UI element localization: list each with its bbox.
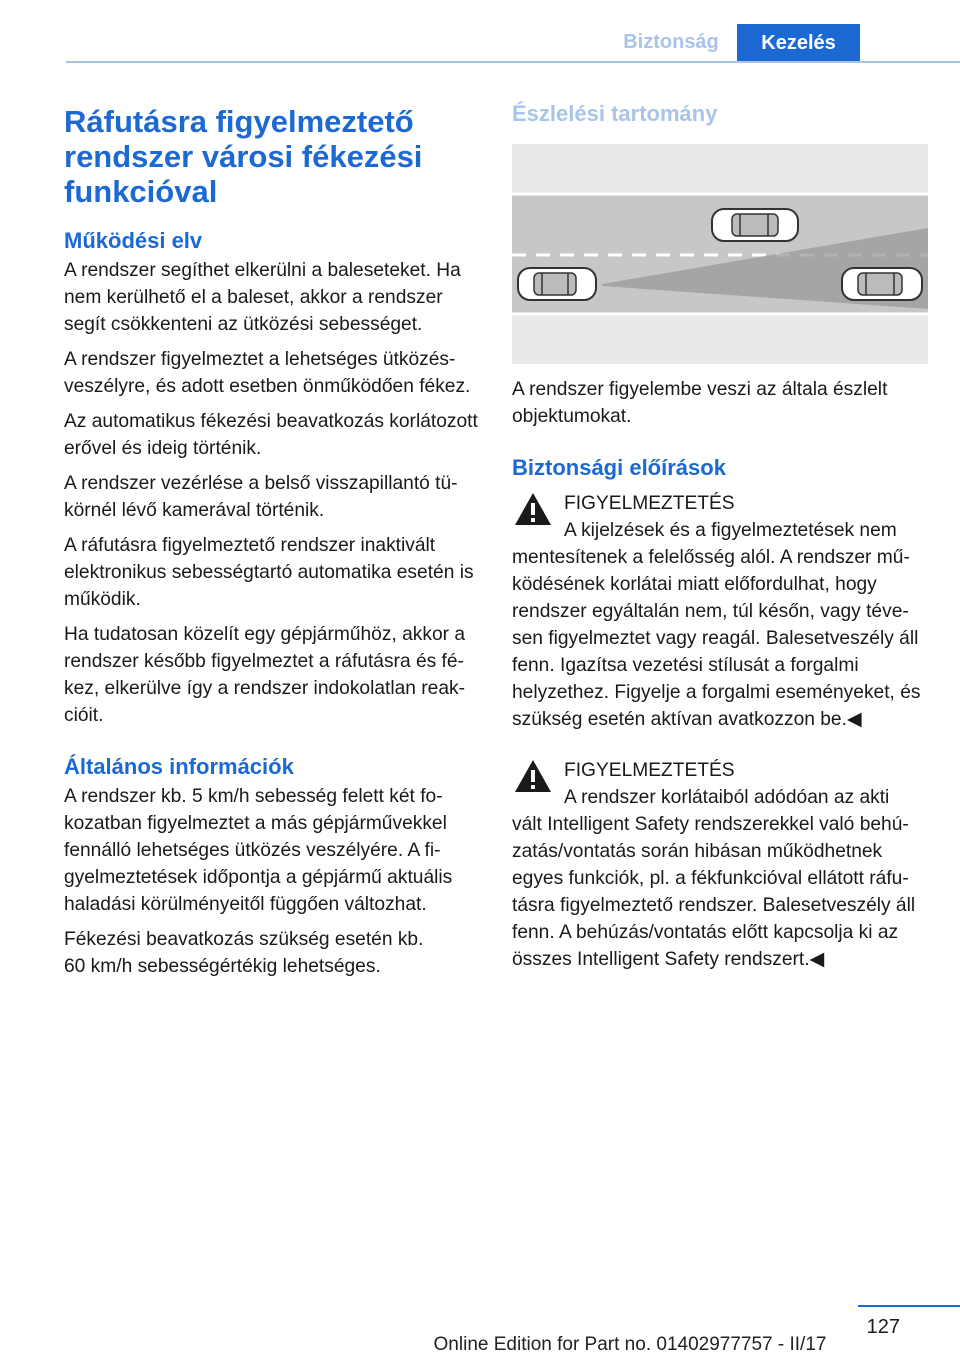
paragraph: Ha tudatosan közelít egy gépjárműhöz, akkor a rendszer később figyelmeztet a ráfutásra és fékez, elkerülve így a rendszer indokolatlan reakcióit. [64, 624, 466, 726]
image-caption: A rendszer figyelembe veszi az általa észlelt objektumokat. [512, 379, 888, 427]
warning-title: FIGYELMEZTETÉS [564, 760, 735, 781]
car-icon [712, 209, 798, 241]
car-icon [518, 268, 596, 300]
warning-block [512, 757, 928, 973]
warning-text-first-line: A rendszer korlátaiból adódóan az akti [564, 787, 890, 808]
paragraph-line: Fékezési beavatkozás szükség esetén kb. [64, 929, 424, 950]
warning-title: FIGYELMEZTETÉS [564, 493, 735, 514]
paragraph: A rendszer kb. 5 km/h sebesség felett két fokozatban figyelmeztet a más gépjárművekkel fennálló lehetséges ütközés veszélyére. A figyelmeztetések időpontja a gépjármű aktuális haladási körülményeitől függően változhat. [64, 786, 453, 915]
tab-kezeles[interactable]: Kezelés [737, 24, 860, 62]
footer-edition [0, 1334, 960, 1356]
heading-eszlelesi-tartomany: Észlelési tartomány [512, 101, 718, 126]
warning-text: mentesítenek a felelősség alól. A rendszer működésének korlátai miatt előfordulhat, hogy rendszer egyáltalán nem, túl későn, vagy tévesen figyelmeztet vagy reagál. Balesetveszély áll fenn. Igazítsa vezetési stílusát a forgalmi helyzethez. Figyelje a forgalmi eseményeket, és szükség esetén aktívan avatkozzon be.◀ [512, 547, 921, 730]
road-diagram [512, 144, 928, 364]
warning-block [512, 490, 928, 733]
paragraph: A rendszer vezérlése a belső visszapillantó tükörnél lévő kamerával történik. [64, 473, 458, 521]
page-title: Ráfutásra figyelmeztető rendszer városi fékezési funkcióval [64, 104, 423, 209]
page-number-rule [858, 1305, 960, 1307]
car-icon [842, 268, 922, 300]
paragraph: Az automatikus fékezési beavatkozás korlátozott erővel és ideig történik. [64, 411, 478, 459]
warning-text: vált Intelligent Safety rendszerekkel való behúzatás/vontatás során hibásan működhetnek egyes funkciók, pl. a fékfunkcióval ellátott ráfutásra figyelmeztető rendszer. Balesetveszély áll fenn. A behúzás/vontatás előtt kapcsolja ki az összes Intelligent Safety rendszert.◀ [512, 814, 916, 970]
paragraph [64, 926, 480, 980]
footer-edition-text: Online Edition for Part no. 01402977757 - II/17 [433, 1334, 827, 1355]
right-column [512, 100, 928, 973]
warning-triangle-icon [514, 492, 552, 526]
heading-mukodesi-elv: Működési elv [64, 228, 203, 253]
paragraph: A rendszer segíthet elkerülni a baleseteket. Ha nem kerülhető el a baleset, akkor a rendszer segít csökkenteni az ütközési sebességet. [64, 260, 461, 335]
paragraph: A rendszer figyelmeztet a lehetséges ütközésveszélyre, és adott esetben önműködően fékez. [64, 349, 471, 397]
warning-text-first-line: A kijelzések és a figyelmeztetések nem [564, 520, 897, 541]
detection-range-illustration [512, 144, 928, 364]
paragraph-line: 60 km/h sebességértékig lehetséges. [64, 956, 381, 977]
left-column [64, 104, 480, 980]
tab-biztonsag[interactable]: Biztonság [623, 31, 719, 53]
heading-biztonsagi-eloirasok: Biztonsági előírások [512, 455, 726, 480]
header-divider [66, 61, 960, 63]
paragraph: A ráfutásra figyelmeztető rendszer inaktivált elektronikus sebességtartó automatika esetén is működik. [64, 535, 474, 610]
warning-triangle-icon [514, 759, 552, 793]
page-number: 127 [866, 1316, 900, 1338]
heading-altalanos-informaciok: Általános információk [64, 754, 294, 779]
